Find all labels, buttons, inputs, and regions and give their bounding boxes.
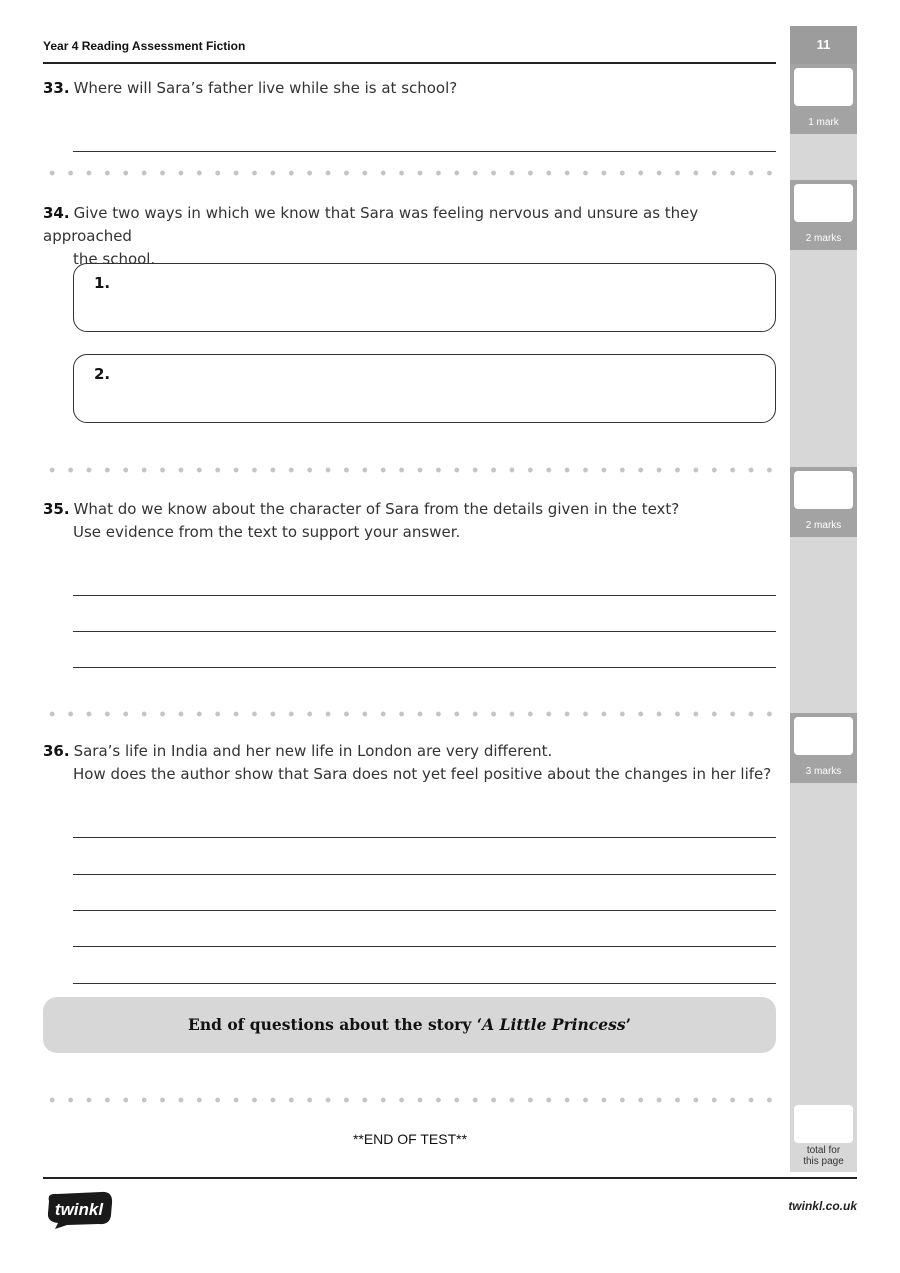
answer-line[interactable]	[73, 667, 776, 668]
question-text: Give two ways in which we know that Sara was feeling nervous and unsure as they approached	[43, 204, 699, 245]
answer-line[interactable]	[73, 874, 776, 875]
end-of-test-label: **END OF TEST**	[352, 1131, 468, 1147]
answer-line[interactable]	[73, 631, 776, 632]
dotted-separator	[43, 170, 779, 176]
question-35	[43, 498, 783, 544]
question-text-continued: Use evidence from the text to support your answer.	[73, 523, 461, 541]
mark-box-q34[interactable]	[794, 184, 853, 222]
answer-line[interactable]	[73, 910, 776, 911]
question-36	[43, 740, 783, 786]
mark-box-q33[interactable]	[794, 68, 853, 106]
question-number: 36.	[43, 742, 70, 760]
answer-line[interactable]	[73, 151, 776, 152]
question-number: 35.	[43, 500, 70, 518]
answer-line[interactable]	[73, 983, 776, 984]
mark-label-q34: 2 marks	[805, 233, 842, 244]
mark-label-q33: 1 mark	[808, 117, 839, 128]
question-text: What do we know about the character of Sara from the details given in the text?	[73, 500, 680, 518]
dotted-separator	[43, 711, 779, 717]
end-of-questions-banner: End of questions about the story ‘A Little Princess’	[43, 997, 776, 1053]
site-url: twinkl.co.uk	[788, 1199, 857, 1213]
mark-block-q35	[790, 467, 857, 537]
answer-box-2[interactable]	[73, 354, 776, 423]
header-divider	[43, 62, 776, 64]
svg-text:twinkl: twinkl	[54, 1200, 104, 1219]
mark-block-q33	[790, 64, 857, 134]
twinkl-logo	[43, 1189, 115, 1229]
answer-line[interactable]	[73, 595, 776, 596]
question-33	[43, 77, 783, 100]
answer-box-number: 2.	[94, 365, 111, 383]
mark-block-q34	[790, 180, 857, 250]
dotted-separator	[43, 1097, 779, 1103]
question-text-continued: How does the author show that Sara does not yet feel positive about the changes in her life?	[73, 765, 772, 783]
mark-label-q35: 2 marks	[805, 520, 842, 531]
mark-box-q35[interactable]	[794, 471, 853, 509]
dotted-separator	[43, 467, 779, 473]
answer-box-number: 1.	[94, 274, 111, 292]
question-number: 34.	[43, 204, 70, 222]
question-text: Where will Sara’s father live while she is at school?	[73, 79, 458, 97]
answer-line[interactable]	[73, 946, 776, 947]
mark-box-q36[interactable]	[794, 717, 853, 755]
question-text-continued: the school.	[73, 250, 156, 268]
question-34	[43, 202, 783, 271]
answer-line[interactable]	[73, 837, 776, 838]
total-mark-box[interactable]	[794, 1105, 853, 1143]
page-number: 11	[790, 26, 857, 64]
total-label: total for this page	[803, 1145, 844, 1167]
mark-label-q36: 3 marks	[805, 766, 842, 777]
story-title: A Little Princess	[482, 1015, 626, 1034]
page-title: Year 4 Reading Assessment Fiction	[43, 39, 246, 53]
answer-box-1[interactable]	[73, 263, 776, 332]
footer-divider	[43, 1177, 857, 1179]
question-text: Sara’s life in India and her new life in London are very different.	[73, 742, 553, 760]
question-number: 33.	[43, 79, 70, 97]
mark-block-q36	[790, 713, 857, 783]
